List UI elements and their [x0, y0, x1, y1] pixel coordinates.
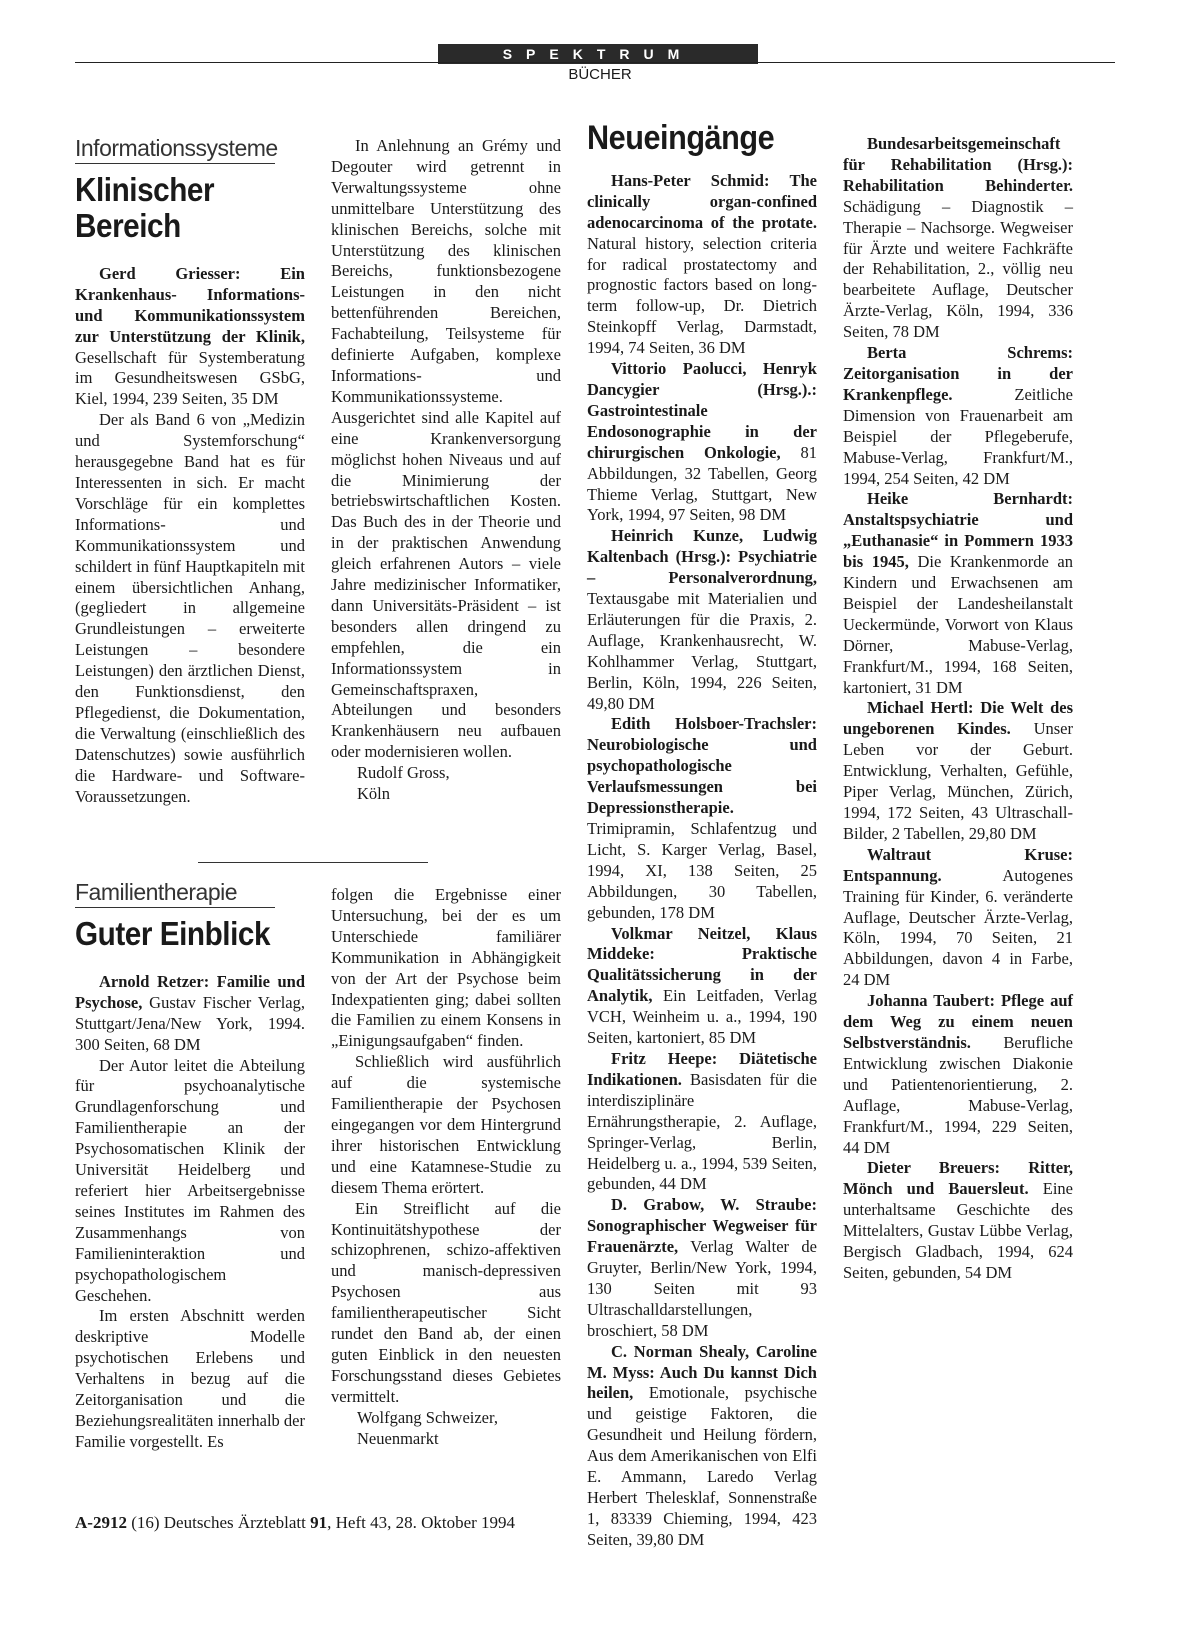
- article1-paragraph: Der als Band 6 von „Medizin und Systemforschung“ herausgegebne Band hat es für Interessenten in sich. Er macht Vorschläge für ein komplettes Informations- und Kommunikationssystem und schildert in fünf Hauptkapiteln mit einem übersichtlichen Anhang, (gegliedert in allgemeine Grundleistungen – erweiterte Leistungen – besondere Leistungen) den ärztlichen Dienst, den Funktionsdienst, den Pflegedienst, die Dokumentation, die Verwaltung (einschließlich des Datenschutzes) sowie ausführlich die Hardware- und Software-Voraussetzungen.: [75, 410, 305, 806]
- reference-title: Arnold Retzer: Familie und Psychose,: [75, 971, 305, 1012]
- book-entry-details: Zeitliche Dimension von Frauenarbeit am Beispiel der Pflegeberufe, Mabuse-Verlag, Frankfurt/M., 1994, 254 Seiten, 42 DM: [843, 384, 1073, 488]
- article1-column2: [331, 136, 561, 805]
- book-entry: [843, 134, 1073, 343]
- headline-line: Bereich: [75, 206, 181, 244]
- kicker-rule: [75, 907, 275, 908]
- book-entry-details: Ein Leitfaden, Verlag VCH, Weinheim u. a., 1994, 190 Seiten, kartoniert, 85 DM: [587, 986, 817, 1048]
- section-sublabel: BÜCHER: [568, 66, 632, 83]
- reference-details: Gustav Fischer Verlag, Stuttgart/Jena/New York, 1994. 300 Seiten, 68 DM: [75, 992, 305, 1054]
- book-entry: [843, 489, 1073, 698]
- article2-city: Neuenmarkt: [357, 1428, 439, 1448]
- footer-text: (16) Deutsches Ärzteblatt: [126, 1513, 311, 1532]
- book-entry: [587, 924, 817, 1049]
- book-entry-title: D. Grabow, W. Straube: Sonographischer Wegweiser für Frauenärzte,: [587, 1195, 817, 1257]
- article2-column1: [75, 879, 305, 1453]
- book-entry: [587, 359, 817, 526]
- book-entry-details: Eine unterhaltsame Geschichte des Mittelalters, Gustav Lübbe Verlag, Bergisch Gladbach, 1994, 624 Seiten, gebunden, 54 DM: [843, 1179, 1073, 1282]
- book-entry-details: Autogenes Training für Kinder, 6. veränderte Auflage, Deutscher Ärzte-Verlag, Köln, 1994, 70 Seiten, 21 Abbildungen, davon 4 in Farbe, 24 DM: [843, 865, 1073, 990]
- book-entry-details: 81 Abbildungen, 32 Tabellen, Georg Thieme Verlag, Stuttgart, New York, 1994, 97 Seiten, 98 DM: [587, 442, 817, 525]
- article2-author: Wolfgang Schweizer,: [357, 1407, 498, 1427]
- book-entry: [587, 1049, 817, 1195]
- neueingaenge-headline: Neueingänge: [587, 119, 775, 157]
- article2-column2: [331, 885, 561, 1449]
- headline-line: Klinischer: [75, 170, 215, 208]
- neueingaenge-column4: [843, 134, 1073, 1284]
- article1-paragraph: In Anlehnung an Grémy und Degouter wird getrennt in Verwaltungssysteme ohne unmittelbare Unterstützung des klinischen Bereichs, solche mit Unterstützung des klinischen Bereichs, funktionsbezogene Leistungen in den nicht bettenführenden Bereichen, Fachabteilung, Teilsysteme für definierte Aufgaben, komplexe Informations- und Kommunikationssysteme. Ausgerichtet sind alle Kapitel auf eine Krankenversorgung möglichst hohen Niveaus und auf die Minimierung der betriebswirtschaftlichen Kosten. Das Buch des in der Theorie und in der praktischen Anwendung gleich erfahrenen Autors – viele Jahre medizinischer Informatiker, dann Universitäts-Präsident – ist besonders allen dringend zu empfehlen, die ein Informationssystem in Gemeinschaftspraxen, Abteilungen und besonders Krankenhäusern neu aufbauen oder modernisieren wollen.: [331, 136, 561, 762]
- book-entry-title: Vittorio Paolucci, Henryk Dancygier (Hrsg.).: Gastrointestinale Endosonographie in der chirurgischen Onkologie,: [587, 359, 817, 462]
- book-entry-title: Edith Holsboer-Trachsler: Neurobiologische und psychopathologische Verlaufsmessungen bei Depressionstherapie.: [587, 714, 817, 818]
- article1-kicker: Informationssysteme: [75, 135, 278, 161]
- article1-city: Köln: [357, 784, 390, 804]
- article2-paragraph: Ein Streiflicht auf die Kontinuitätshypothese der schizophrenen, schizo-affektiven und manisch-depressiven Psychosen aus familientherapeutischer Sicht rundet den Band ab, der einen guten Einblick in den neuesten Forschungsstand dieses Gebietes vermittelt.: [331, 1198, 561, 1406]
- article1-column1: [75, 135, 305, 807]
- footer-text: , Heft 43, 28. Oktober 1994: [327, 1513, 516, 1532]
- page-code: A-2912: [75, 1513, 127, 1532]
- reference-title: Gerd Griesser: Ein Krankenhaus- Informations- und Kommunikationssystem zur Unterstützung der Klinik,: [75, 263, 305, 346]
- book-entry-details: Schädigung – Diagnostik – Therapie – Nachsorge. Wegweiser für Ärzte und weitere Fachkräfte der Rehabilitation, 2., völlig neu bearbeitete Auflage, Deutscher Ärzte-Verlag, Köln, 1994, 336 Seiten, 78 DM: [843, 196, 1073, 342]
- article2-reference: [75, 972, 305, 1056]
- book-entry-details: Trimipramin, Schlafentzug und Licht, S. Karger Verlag, Basel, 1994, XI, 138 Seiten, 25 Abbildungen, 30 Tabellen, gebunden, 178 DM: [587, 819, 817, 922]
- book-entry: [587, 1195, 817, 1341]
- book-entry: [587, 171, 817, 359]
- book-entry: [843, 698, 1073, 844]
- article1-headline: [75, 172, 282, 244]
- book-entry-details: Unser Leben vor der Geburt. Entwicklung, Verhalten, Gefühle, Piper Verlag, München, Zürich, 1994, 172 Seiten, 43 Ultraschall-Bilder, 2 Tabellen, 29,80 DM: [843, 719, 1073, 843]
- article2-paragraph: Im ersten Abschnitt werden deskriptive Modelle psychotischen Erlebens und Verhaltens in bezug auf die Zeitorganisation und die Beziehungsrealitäten innerhalb der Familie vorgestellt. Es: [75, 1306, 305, 1451]
- book-entry-details: Berufliche Entwicklung zwischen Diakonie und Patientenorientierung, 2. Auflage, Mabuse-Verlag, Frankfurt/M., 1994, 229 Seiten, 44 DM: [843, 1032, 1073, 1157]
- book-entry-title: Fritz Heepe: Diätetische Indikationen.: [587, 1048, 817, 1089]
- entries-list: [843, 134, 1073, 1284]
- book-entry-title: Heike Bernhardt: Anstaltspsychiatrie und „Euthanasie“ in Pommern 1933 bis 1945,: [843, 489, 1073, 572]
- book-entry-details: Textausgabe mit Materialien und Erläuterungen für die Praxis, 2. Auflage, Krankenhausrecht, W. Kohlhammer Verlag, Stuttgart, Berlin, Köln, 1994, 226 Seiten, 49,80 DM: [587, 589, 817, 713]
- article2-paragraph: Schließlich wird ausführlich auf die systemische Familientherapie der Psychosen eingegangen vor dem Hintergrund ihrer historischen Entwicklung und eine Katamnese-Studie zu diesem Thema erörtert.: [331, 1052, 561, 1197]
- book-entry: [587, 526, 817, 714]
- article2-paragraph: Der Autor leitet die Abteilung für psychoanalytische Grundlagenforschung und Familientherapie an der Psychosomatischen Klinik der Universität Heidelberg und referiert hier Arbeitsergebnisse seines Institutes im Rahmen des Zusammenhangs von Familieninteraktion und psychopathologischem Geschehen.: [75, 1055, 305, 1305]
- book-entry-details: Die Krankenmorde an Kindern und Erwachsenen am Beispiel der Landesheilanstalt Ueckermünde, Vorwort von Klaus Dörner, Mabuse-Verlag, Frankfurt/M., 1994, 168 Seiten, kartoniert, 31 DM: [843, 552, 1073, 697]
- book-entry: [587, 714, 817, 923]
- book-entry-details: Emotionale, psychische und geistige Faktoren, die Gesundheit und Heilung fördern, Aus dem Amerikanischen von Elfi E. Ammann, Laredo Verlag Herbert Thelesklaf, Sonnenstraße 1, 83339 Chieming, 1994, 423 Seiten, 39,80 DM: [587, 1383, 817, 1549]
- book-entry-title: Hans-Peter Schmid: The clinically organ-confined adenocarcinoma of the protate.: [587, 170, 817, 232]
- book-entry-title: Heinrich Kunze, Ludwig Kaltenbach (Hrsg.): Psychiatrie – Personalverordnung,: [587, 526, 817, 588]
- book-entry-title: Dieter Breuers: Ritter, Mönch und Bauersleut.: [843, 1158, 1073, 1199]
- book-entry-title: Bundesarbeitsgemeinschaft für Rehabilitation (Hrsg.): Rehabilitation Behinderter.: [843, 134, 1073, 195]
- book-entry-details: Natural history, selection criteria for radical prostatectomy and prognostic factors based on long-term follow-up, Dr. Dietrich Steinkopff Verlag, Darmstadt, 1994, 74 Seiten, 36 DM: [587, 233, 817, 358]
- volume-number: 91: [310, 1513, 328, 1532]
- article2-paragraph: folgen die Ergebnisse einer Untersuchung, bei der es um Unterschiede familiärer Kommunikation in Abhängigkeit von der Art der Psychose beim Indexpatienten ging; dabei sollten die Familien zu einem Konsens in „Einigungsaufgaben“ finden.: [331, 885, 561, 1051]
- book-entry-details: Verlag Walter de Gruyter, Berlin/New York, 1994, 130 Seiten mit 93 Ultraschalldarstellungen, broschiert, 58 DM: [587, 1237, 817, 1340]
- book-entry-title: Waltraut Kruse: Entspannung.: [843, 844, 1073, 885]
- entries-list: [587, 171, 817, 1551]
- book-entry-title: C. Norman Shealy, Caroline M. Myss: Auch Du kannst Dich heilen,: [587, 1341, 817, 1403]
- book-entry-title: Michael Hertl: Die Welt des ungeborenen Kindes.: [843, 698, 1073, 739]
- book-entry-details: Basisdaten für die interdisziplinäre Ernährungstherapie, 2. Auflage, Springer-Verlag, Berlin, Heidelberg u. a., 1994, 539 Seiten, gebunden, 44 DM: [587, 1069, 817, 1194]
- header-rule: [75, 62, 1115, 63]
- article1-author: Rudolf Gross,: [357, 763, 450, 783]
- reference-details: Gesellschaft für Systemberatung im Gesundheitswesen GSbG, Kiel, 1994, 239 Seiten, 35 DM: [75, 347, 305, 409]
- article-divider: [198, 862, 428, 863]
- section-banner: SPEKTRUM: [438, 44, 758, 64]
- kicker-rule: [75, 163, 275, 164]
- article1-reference: [75, 264, 305, 410]
- book-entry-title: Johanna Taubert: Pflege auf dem Weg zu einem neuen Selbstverständnis.: [843, 991, 1073, 1052]
- book-entry-title: Berta Schrems: Zeitorganisation in der Krankenpflege.: [843, 343, 1073, 404]
- book-entry: [843, 343, 1073, 489]
- book-entry: [843, 1158, 1073, 1283]
- book-entry: [843, 845, 1073, 991]
- article2-headline: Guter Einblick: [75, 914, 271, 952]
- neueingaenge-column3: [587, 119, 817, 1551]
- page-footer: [75, 1513, 515, 1533]
- book-entry-title: Volkmar Neitzel, Klaus Middeke: Praktische Qualitätssicherung in der Analytik,: [587, 923, 817, 1006]
- article2-kicker: Familientherapie: [75, 879, 238, 905]
- book-entry: [587, 1342, 817, 1551]
- book-entry: [843, 991, 1073, 1158]
